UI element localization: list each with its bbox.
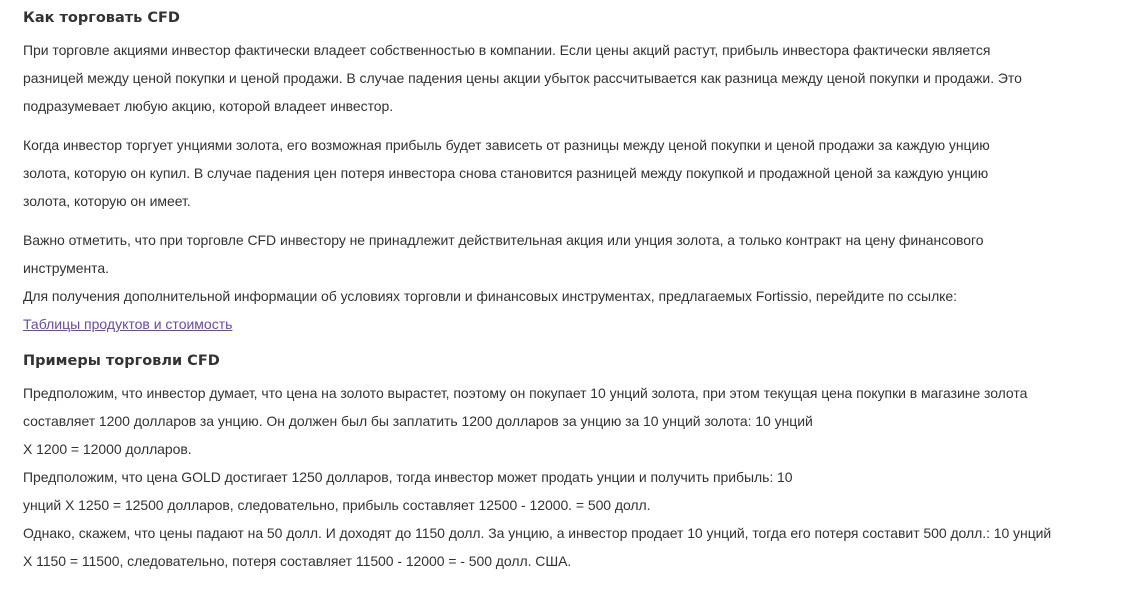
paragraph-more-info: Для получения дополнительной информации об условиях торговли и финансовых инструментах, предлагаемых Fortissio, перейдите по ссылке: — [23, 288, 957, 304]
example-line: Предположим, что инвестор думает, что цена на золото вырастет, поэтому он покупает 10 унций золота, при этом текущая цена покупки в магазине золота — [23, 385, 1028, 401]
paragraph-cfd-note: Важно отметить, что при торговле CFD инвестору не принадлежит действительная акция или унция золота, а только контракт на цену финансового инструмента. — [23, 232, 984, 276]
paragraph-stocks: При торговле акциями инвестор фактически владеет собственностью в компании. Если цены акций растут, прибыль инвестора фактически является разницей между ценой покупки и ценой продажи. В случае падения цены акции убыток рассчитывается как разница между ценой покупки и продажи. Это подразумевает любую акцию, которой владеет инвестор. — [23, 42, 1022, 114]
spacer — [23, 338, 1121, 347]
spacer — [23, 215, 1121, 226]
example-line: унций X 1250 = 12500 долларов, следовательно, прибыль составляет 12500 - 12000. = 500 долл. — [23, 497, 651, 513]
example-line: Предположим, что цена GOLD достигает 1250 долларов, тогда инвестор может продать унции и получить прибыль: 10 — [23, 469, 793, 485]
example-line: X 1150 = 11500, следовательно, потеря составляет 11500 - 12000 = - 500 долл. США. — [23, 553, 572, 569]
products-and-pricing-link[interactable]: Таблицы продуктов и стоимость — [23, 316, 233, 332]
spacer — [23, 120, 1121, 131]
paragraph-gold: Когда инвестор торгует унциями золота, его возможная прибыль будет зависеть от разницы между ценой покупки и ценой продажи за каждую унцию золота, которую он купил. В случае падения цен потеря инвестора снова становится разницей между покупкой и продажной ценой за каждую унцию золота, которую он имеет. — [23, 137, 990, 209]
example-line: Однако, скажем, что цены падают на 50 долл. И доходят до 1150 долл. За унцию, а инвестор продает 10 унций, тогда его потеря составит 500 долл.: 10 унций — [23, 525, 1052, 541]
example-line: X 1200 = 12000 долларов. — [23, 441, 192, 457]
section-heading-how-to-trade: Как торговать CFD — [23, 10, 180, 26]
example-line: составляет 1200 долларов за унцию. Он должен был бы заплатить 1200 долларов за унцию за 10 унций золота: 10 унций — [23, 413, 813, 429]
section-heading-examples: Примеры торговли CFD — [23, 353, 220, 369]
